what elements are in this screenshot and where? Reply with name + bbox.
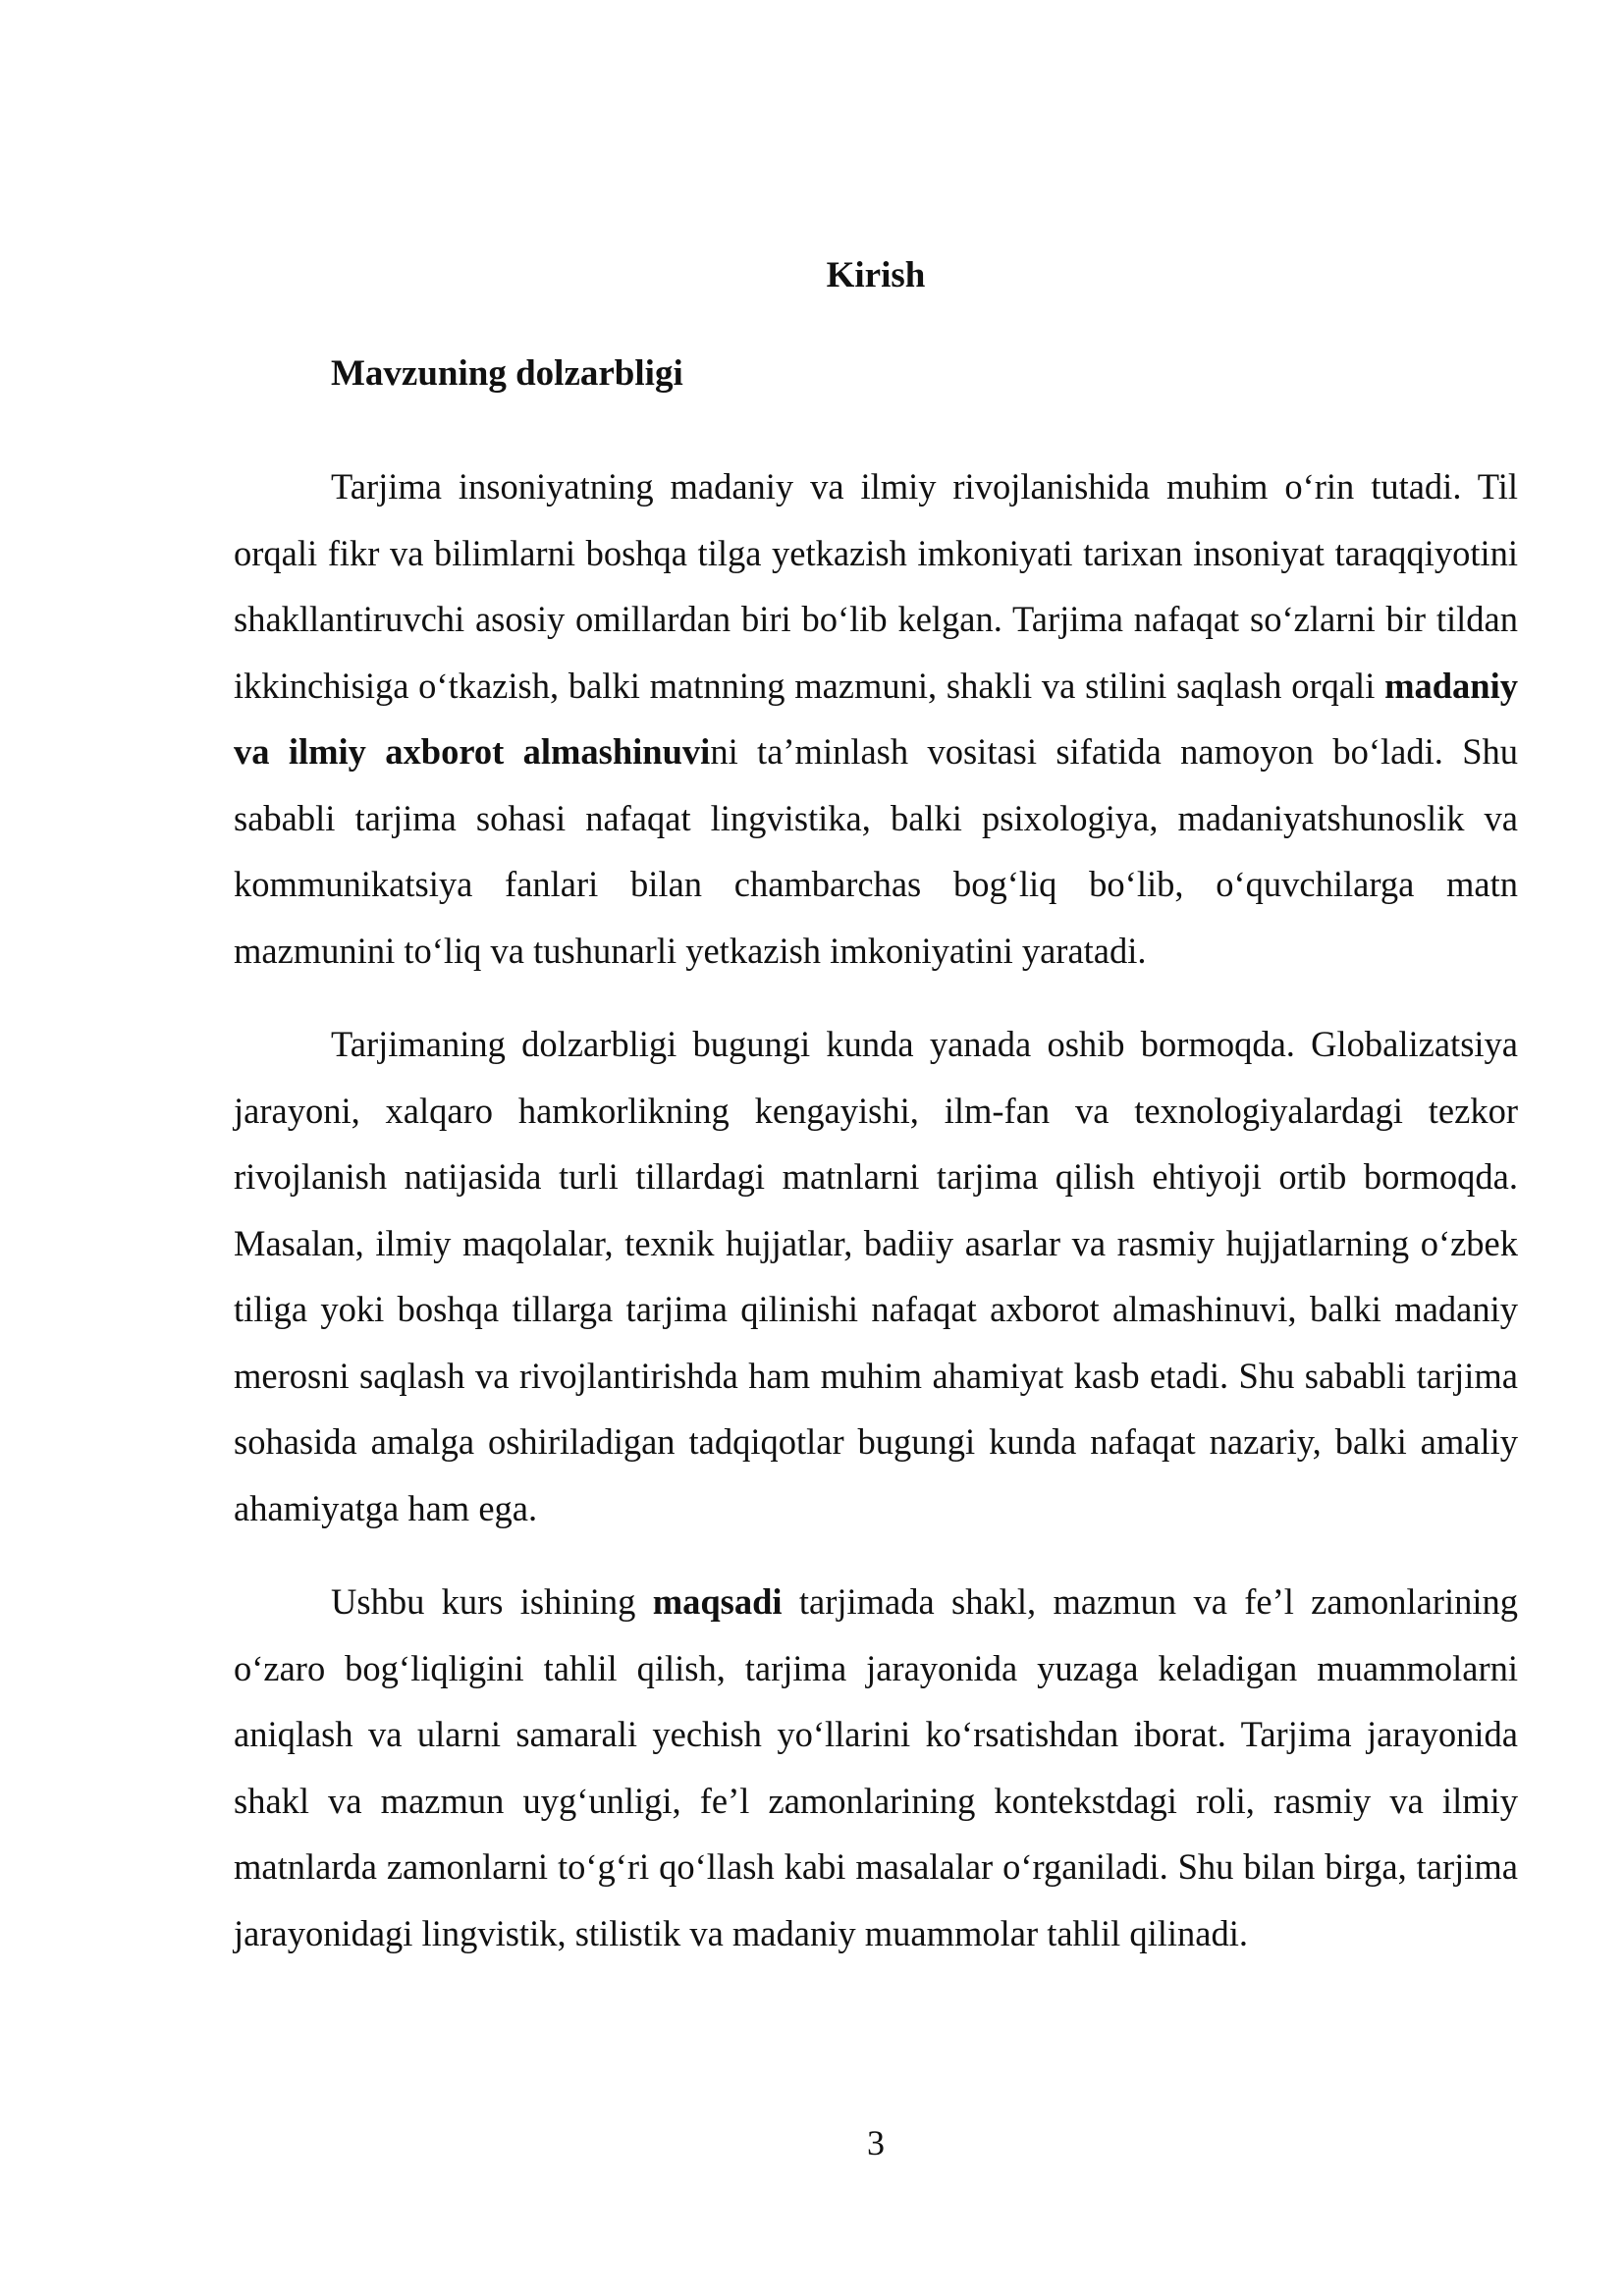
paragraph-goal	[234, 1569, 1518, 1966]
chapter-title: Kirish	[826, 255, 926, 295]
paragraph-text: Tarjima insoniyatning madaniy va ilmiy rivojlanishida muhim o‘rin tutadi. Til orqali fikr va bilimlarni boshqa tilga yetkazish imkoniyati tarixan insoniyat taraqqiyotini shakllantiruvchi asosiy omillardan biri bo‘lib kelgan. Tarjima nafaqat so‘zlarni bir tildan ikkinchisiga o‘tkazish, balki matnning mazmuni, shakli va stilini saqlash orqali	[234, 466, 1518, 706]
emphasis-text: madaniy va ilmiy axborot almashinuvi	[234, 665, 1518, 772]
emphasis-text: maqsadi	[652, 1581, 783, 1622]
section-title: Mavzuning dolzarbligi	[331, 353, 683, 394]
paragraph-text: ni ta’minlash vositasi sifatida namoyon bo‘ladi. Shu sababli tarjima sohasi nafaqat lingvistika, balki psixologiya, madaniyatshunoslik va kommunikatsiya fanlari bilan chambarchas bog‘liq bo‘lib, o‘quvchilarga matn mazmunini to‘liq va tushunarli yetkazish imkoniyatini yaratadi.	[234, 731, 1518, 971]
paragraph-text: Tarjimaning dolzarbligi bugungi kunda yanada oshib bormoqda. Globalizatsiya jarayoni, xalqaro hamkorlikning kengayishi, ilm-fan va texnologiyalardagi tezkor rivojlanish natijasida turli tillardagi matnlarni tarjima qilish ehtiyoji ortib bormoqda. Masalan, ilmiy maqolalar, texnik hujjatlar, badiiy asarlar va rasmiy hujjatlarning o‘zbek tiliga yoki boshqa tillarga tarjima qilinishi nafaqat axborot almashinuvi, balki madaniy merosni saqlash va rivojlantirishda ham muhim ahamiyat kasb etadi. Shu sababli tarjima sohasida amalga oshiriladigan tadqiqotlar bugungi kunda nafaqat nazariy, balki amaliy ahamiyatga ham ega.	[234, 1024, 1518, 1528]
paragraph-text: tarjimada shakl, mazmun va fe’l zamonlarining o‘zaro bog‘liqligini tahlil qilish, tarjima jarayonida yuzaga keladigan muammolarni aniqlash va ularni samarali yechish yo‘llarini ko‘rsatishdan iborat. Tarjima jarayonida shakl va mazmun uyg‘unligi, fe’l zamonlarining kontekstdagi roli, rasmiy va ilmiy matnlarda zamonlarni to‘g‘ri qo‘llash kabi masalalar o‘rganiladi. Shu bilan birga, tarjima jarayonidagi lingvistik, stilistik va madaniy muammolar tahlil qilinadi.	[234, 1581, 1518, 1953]
page-number: 3	[867, 2123, 885, 2163]
paragraph-relevance	[234, 454, 1518, 984]
paragraph-text: Ushbu kurs ishining	[331, 1581, 653, 1622]
document-body	[234, 454, 1518, 1966]
paragraph-importance	[234, 1011, 1518, 1541]
